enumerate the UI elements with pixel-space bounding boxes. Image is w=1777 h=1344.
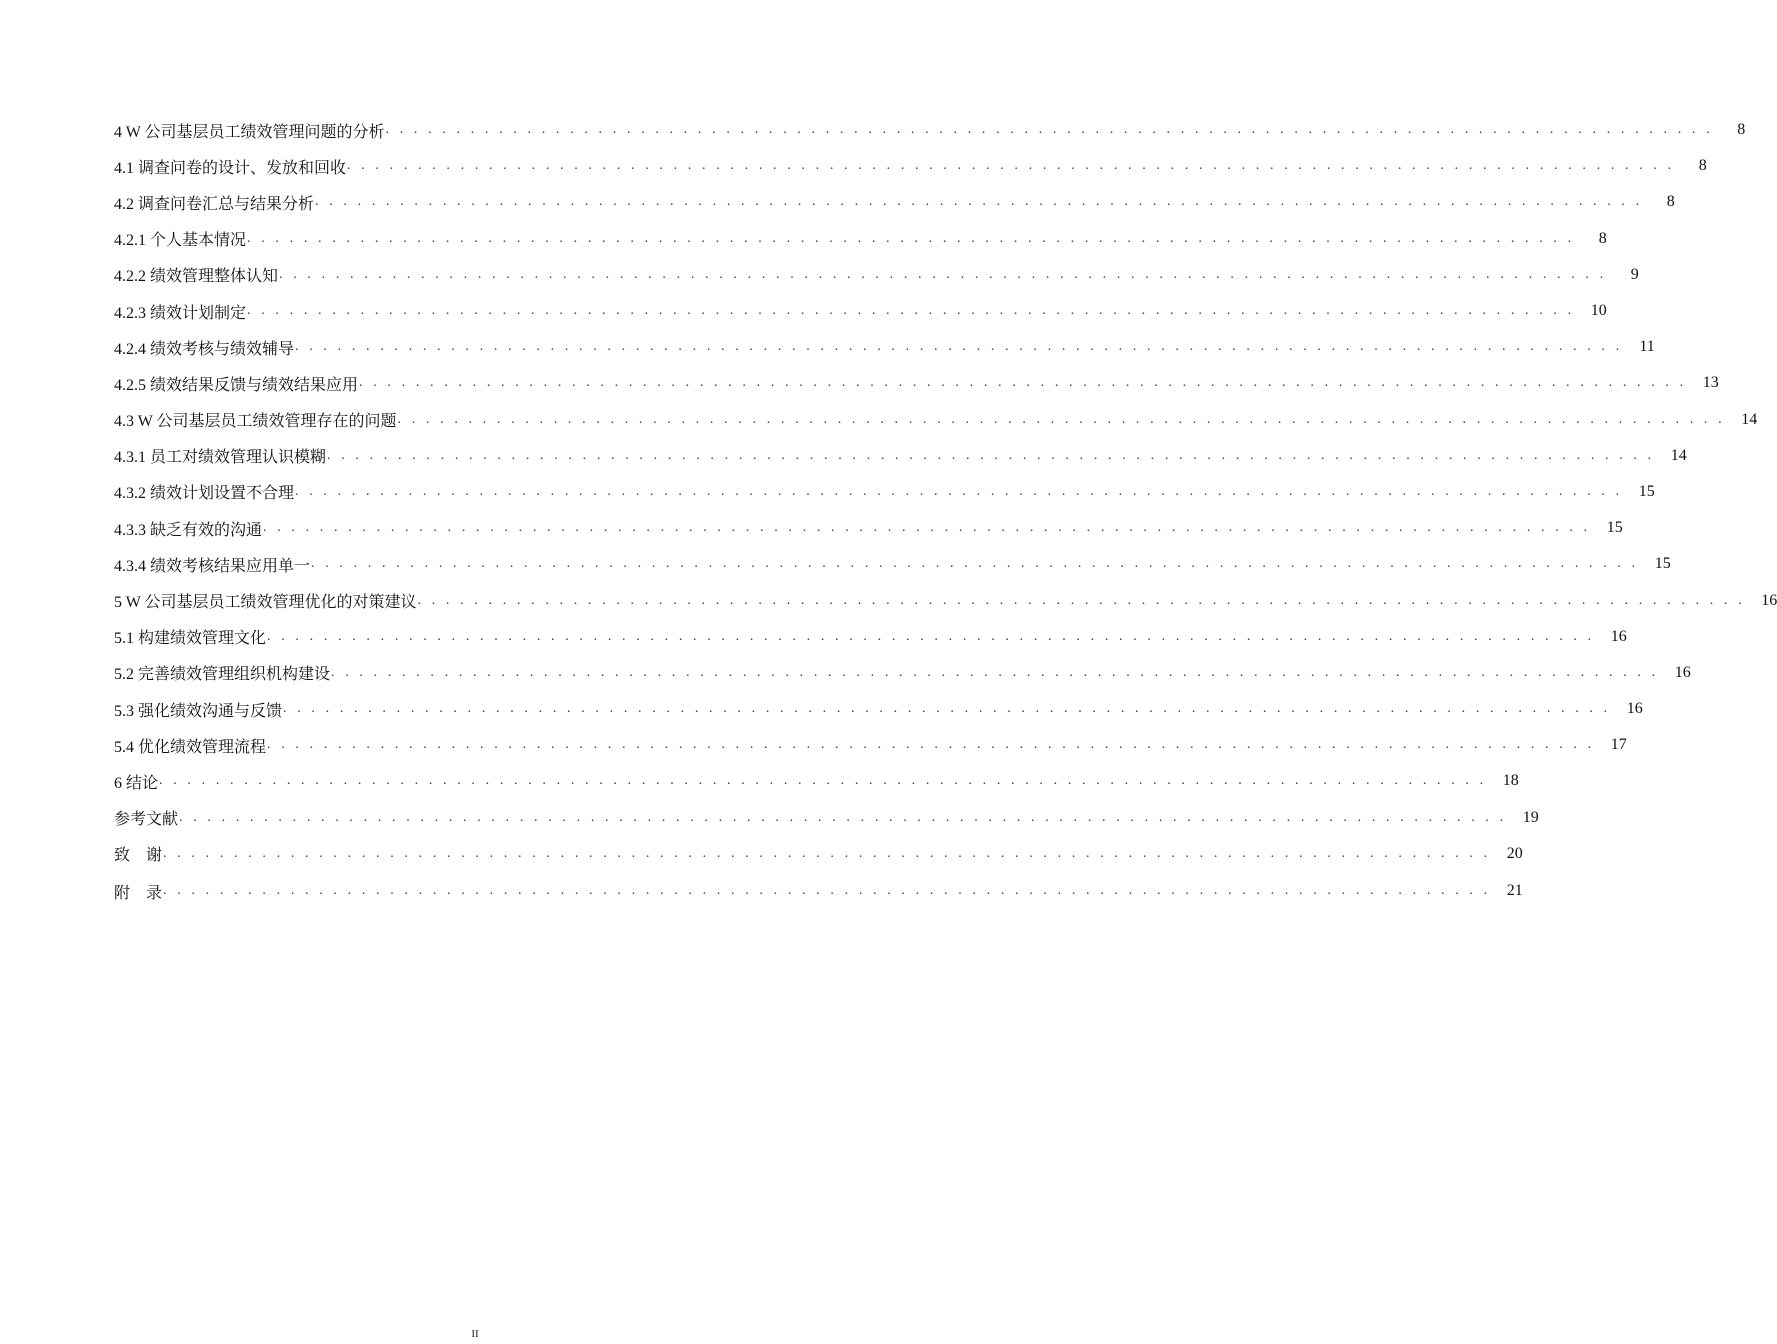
toc-dot-leader: . . . . . . . . . . . . . . . . . . . . . . . . . . . . . . . . . . . . . . . . . . . . . . . . . . . . . . . . . . . . . . . . . . . . . . . . . . . . . . . . . . . . . . . . . . . . . . xyxy=(385,122,1714,138)
toc-dot-leader: . . . . . . . . . . . . . . . . . . . . . . . . . . . . . . . . . . . . . . . . . . . . . . . . . . . . . . . . . . . . . . . . . . . . . . . . . . . . . . . . . . . . . . . . . . . . . . xyxy=(163,883,1491,899)
toc-entry-title: 4.2 调查问卷汇总与结果分析 xyxy=(114,195,315,213)
toc-entry-page: 10 xyxy=(1590,302,1607,320)
toc-dot-leader: . . . . . . . . . . . . . . . . . . . . . . . . . . . . . . . . . . . . . . . . . . . . . . . . . . . . . . . . . . . . . . . . . . . . . . . . . . . . . . . . . . . . . . . . . . . . . . xyxy=(267,737,1595,753)
toc-entry-title: 4.2.4 绩效考核与绩效辅导 xyxy=(114,340,295,358)
toc-dot-leader: . . . . . . . . . . . . . . . . . . . . . . . . . . . . . . . . . . . . . . . . . . . . . . . . . . . . . . . . . . . . . . . . . . . . . . . . . . . . . . . . . . . . . . . . . . . . . . xyxy=(359,375,1687,391)
toc-entry-title: 5 W 公司基层员工绩效管理优化的对策建议 xyxy=(114,594,417,612)
toc-entry-title: 5.3 强化绩效沟通与反馈 xyxy=(114,702,283,720)
toc-entry[interactable] xyxy=(114,184,1675,220)
toc-entry[interactable] xyxy=(114,546,1671,582)
toc-entry[interactable] xyxy=(114,691,1643,727)
toc-entry-title: 6 结论 xyxy=(114,774,159,792)
toc-dot-leader: . . . . . . . . . . . . . . . . . . . . . . . . . . . . . . . . . . . . . . . . . . . . . . . . . . . . . . . . . . . . . . . . . . . . . . . . . . . . . . . . . . . . . . . . . . . . . . xyxy=(247,303,1575,319)
toc-entry-page: 15 xyxy=(1654,555,1671,573)
toc-entry-title: 4.3.2 绩效计划设置不合理 xyxy=(114,485,295,503)
toc-entry-page: 21 xyxy=(1506,882,1523,900)
toc-dot-leader: . . . . . . . . . . . . . . . . . . . . . . . . . . . . . . . . . . . . . . . . . . . . . . . . . . . . . . . . . . . . . . . . . . . . . . . . . . . . . . . . . . . . . . . . . . . . . . xyxy=(311,556,1639,572)
toc-dot-leader: . . . . . . . . . . . . . . . . . . . . . . . . . . . . . . . . . . . . . . . . . . . . . . . . . . . . . . . . . . . . . . . . . . . . . . . . . . . . . . . . . . . . . . . . . . . . . . xyxy=(247,230,1575,246)
toc-entry-page: 8 xyxy=(1737,121,1746,139)
toc-entry-page: 13 xyxy=(1702,374,1719,392)
toc-entry[interactable] xyxy=(114,619,1627,655)
toc-entry-page: 17 xyxy=(1610,736,1627,754)
toc-entry-page: 14 xyxy=(1741,410,1758,428)
toc-entry-page: 16 xyxy=(1674,663,1691,681)
toc-dot-leader: . . . . . . . . . . . . . . . . . . . . . . . . . . . . . . . . . . . . . . . . . . . . . . . . . . . . . . . . . . . . . . . . . . . . . . . . . . . . . . . . . . . . . . . . . . . . . . xyxy=(267,628,1595,644)
toc-dot-leader: . . . . . . . . . . . . . . . . . . . . . . . . . . . . . . . . . . . . . . . . . . . . . . . . . . . . . . . . . . . . . . . . . . . . . . . . . . . . . . . . . . . . . . . . . . . . . . xyxy=(397,411,1726,427)
toc-dot-leader: . . . . . . . . . . . . . . . . . . . . . . . . . . . . . . . . . . . . . . . . . . . . . . . . . . . . . . . . . . . . . . . . . . . . . . . . . . . . . . . . . . . . . . . . . . . . . . xyxy=(283,701,1611,717)
toc-entry-page: 8 xyxy=(1598,229,1607,247)
toc-entry-title: 4.1 调查问卷的设计、发放和回收 xyxy=(114,159,347,177)
toc-entry-title: 附 录 xyxy=(114,884,163,902)
toc-dot-leader: . . . . . . . . . . . . . . . . . . . . . . . . . . . . . . . . . . . . . . . . . . . . . . . . . . . . . . . . . . . . . . . . . . . . . . . . . . . . . . . . . . . . . . . . . . . . . . xyxy=(331,664,1659,680)
toc-dot-leader: . . . . . . . . . . . . . . . . . . . . . . . . . . . . . . . . . . . . . . . . . . . . . . . . . . . . . . . . . . . . . . . . . . . . . . . . . . . . . . . . . . . . . . . . . . . . . . xyxy=(327,447,1655,463)
toc-dot-leader: . . . . . . . . . . . . . . . . . . . . . . . . . . . . . . . . . . . . . . . . . . . . . . . . . . . . . . . . . . . . . . . . . . . . . . . . . . . . . . . . . . . . . . . . . . . . . . xyxy=(279,266,1607,282)
toc-entry-title: 4.3.1 员工对绩效管理认识模糊 xyxy=(114,449,327,467)
toc-entry[interactable] xyxy=(114,836,1523,872)
toc-entry[interactable] xyxy=(114,763,1519,799)
toc-entry-title: 4.3.4 绩效考核结果应用单一 xyxy=(114,557,311,575)
toc-entry[interactable] xyxy=(114,727,1627,763)
toc-entry-page: 19 xyxy=(1522,808,1539,826)
toc-entry[interactable] xyxy=(114,474,1655,510)
toc-entry-page: 11 xyxy=(1639,338,1655,356)
toc-dot-leader: . . . . . . . . . . . . . . . . . . . . . . . . . . . . . . . . . . . . . . . . . . . . . . . . . . . . . . . . . . . . . . . . . . . . . . . . . . . . . . . . . . . . . . . . . . . . . . xyxy=(295,483,1623,499)
toc-entry-title: 4.2.1 个人基本情况 xyxy=(114,232,247,250)
toc-dot-leader: . . . . . . . . . . . . . . . . . . . . . . . . . . . . . . . . . . . . . . . . . . . . . . . . . . . . . . . . . . . . . . . . . . . . . . . . . . . . . . . . . . . . . . . . . . . . . . xyxy=(347,158,1675,174)
toc-dot-leader: . . . . . . . . . . . . . . . . . . . . . . . . . . . . . . . . . . . . . . . . . . . . . . . . . . . . . . . . . . . . . . . . . . . . . . . . . . . . . . . . . . . . . . . . . . . . . . xyxy=(417,592,1746,608)
toc-entry[interactable] xyxy=(114,438,1687,474)
toc-entry[interactable] xyxy=(114,510,1623,546)
toc-entry-title: 4.2.3 绩效计划制定 xyxy=(114,304,247,322)
toc-entry-title: 5.2 完善绩效管理组织机构建设 xyxy=(114,666,331,684)
toc-entry[interactable] xyxy=(114,402,1758,438)
toc-entry-page: 14 xyxy=(1670,446,1687,464)
toc-entry-page: 8 xyxy=(1698,157,1707,175)
toc-entry[interactable] xyxy=(114,655,1691,691)
toc-entry-title: 参考文献 xyxy=(114,811,179,829)
toc-dot-leader: . . . . . . . . . . . . . . . . . . . . . . . . . . . . . . . . . . . . . . . . . . . . . . . . . . . . . . . . . . . . . . . . . . . . . . . . . . . . . . . . . . . . . . . . . . . . . . xyxy=(263,520,1591,536)
toc-entry-title: 致 谢 xyxy=(114,847,163,865)
toc-entry-page: 15 xyxy=(1606,519,1623,537)
table-of-contents xyxy=(114,112,1777,910)
toc-dot-leader: . . . . . . . . . . . . . . . . . . . . . . . . . . . . . . . . . . . . . . . . . . . . . . . . . . . . . . . . . . . . . . . . . . . . . . . . . . . . . . . . . . . . . . . . . . . . . . xyxy=(315,194,1643,210)
page-number: II xyxy=(471,1328,479,1340)
toc-entry[interactable] xyxy=(114,293,1607,329)
toc-dot-leader: . . . . . . . . . . . . . . . . . . . . . . . . . . . . . . . . . . . . . . . . . . . . . . . . . . . . . . . . . . . . . . . . . . . . . . . . . . . . . . . . . . . . . . . . . . . . . . xyxy=(159,773,1487,789)
toc-entry[interactable] xyxy=(114,800,1539,836)
toc-entry[interactable] xyxy=(114,148,1707,184)
toc-entry-title: 5.1 构建绩效管理文化 xyxy=(114,630,267,648)
toc-entry[interactable] xyxy=(114,365,1719,401)
toc-dot-leader: . . . . . . . . . . . . . . . . . . . . . . . . . . . . . . . . . . . . . . . . . . . . . . . . . . . . . . . . . . . . . . . . . . . . . . . . . . . . . . . . . . . . . . . . . . . . . . xyxy=(295,339,1623,355)
toc-entry-title: 4 W 公司基层员工绩效管理问题的分析 xyxy=(114,123,385,141)
toc-entry[interactable] xyxy=(114,329,1655,365)
toc-entry-page: 16 xyxy=(1610,627,1627,645)
toc-entry-page: 8 xyxy=(1666,193,1675,211)
toc-entry-page: 20 xyxy=(1506,844,1523,862)
toc-entry-page: 15 xyxy=(1638,482,1655,500)
toc-entry[interactable] xyxy=(114,582,1777,618)
toc-entry[interactable] xyxy=(114,872,1523,911)
toc-entry-title: 4.2.5 绩效结果反馈与绩效结果应用 xyxy=(114,376,359,394)
toc-entry-page: 9 xyxy=(1630,265,1639,283)
toc-entry[interactable] xyxy=(114,257,1639,293)
toc-entry-title: 5.4 优化绩效管理流程 xyxy=(114,738,267,756)
toc-entry-page: 18 xyxy=(1502,772,1519,790)
toc-dot-leader: . . . . . . . . . . . . . . . . . . . . . . . . . . . . . . . . . . . . . . . . . . . . . . . . . . . . . . . . . . . . . . . . . . . . . . . . . . . . . . . . . . . . . . . . . . . . . . xyxy=(179,809,1507,825)
toc-dot-leader: . . . . . . . . . . . . . . . . . . . . . . . . . . . . . . . . . . . . . . . . . . . . . . . . . . . . . . . . . . . . . . . . . . . . . . . . . . . . . . . . . . . . . . . . . . . . . . xyxy=(163,845,1491,861)
toc-entry-page: 16 xyxy=(1761,591,1777,609)
toc-entry[interactable] xyxy=(114,112,1746,148)
toc-entry-title: 4.3 W 公司基层员工绩效管理存在的问题 xyxy=(114,413,397,431)
toc-entry-page: 16 xyxy=(1626,700,1643,718)
toc-entry-title: 4.2.2 绩效管理整体认知 xyxy=(114,268,279,286)
toc-entry-title: 4.3.3 缺乏有效的沟通 xyxy=(114,521,263,539)
toc-entry[interactable] xyxy=(114,221,1607,257)
